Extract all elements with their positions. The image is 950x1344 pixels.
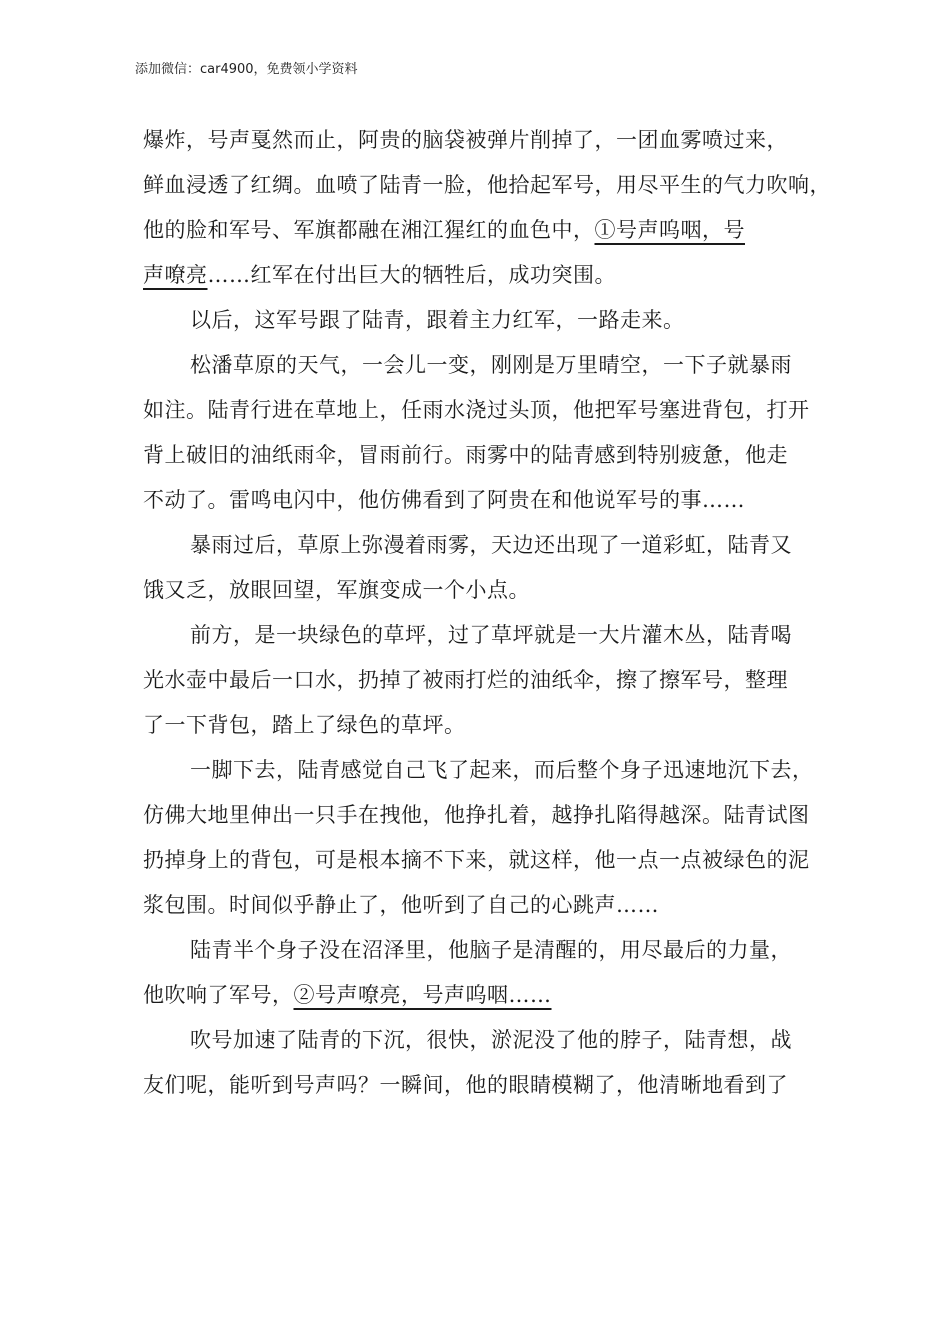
header-note: 添加微信：car4900，免费领小学资料: [135, 62, 358, 77]
text-line: 陆青半个身子没在沼泽里，他脑子是清醒的，用尽最后的力量，: [190, 938, 792, 962]
text-line: 不动了。雷鸣电闪中，他仿佛看到了阿贵在和他说军号的事……: [143, 488, 745, 512]
text-line: 爆炸，号声戛然而止，阿贵的脑袋被弹片削掉了，一团血雾喷过来，: [143, 128, 788, 152]
text-line: 扔掉身上的背包，可是根本摘不下来，就这样，他一点一点被绿色的泥: [143, 848, 810, 872]
text-segment: 他的脸和军号、军旗都融在湘江猩红的血色中，: [143, 218, 595, 242]
text-line: 光水壶中最后一口水，扔掉了被雨打烂的油纸伞，擦了擦军号，整理: [143, 668, 788, 692]
text-line: 浆包围。时间似乎静止了，他听到了自己的心跳声……: [143, 893, 659, 917]
text-line: 暴雨过后，草原上弥漫着雨雾，天边还出现了一道彩虹，陆青又: [190, 533, 792, 557]
underlined-sentence-1-cont: 声嘹亮: [143, 263, 208, 287]
text-line: 了一下背包，踏上了绿色的草坪。: [143, 713, 466, 737]
text-line: 如注。陆青行进在草地上，任雨水浇过头顶，他把军号塞进背包，打开: [143, 398, 810, 422]
document-body: [143, 118, 831, 1108]
text-line: 前方，是一块绿色的草坪，过了草坪就是一大片灌木丛，陆青喝: [190, 623, 792, 647]
text-line: 友们呢，能听到号声吗？一瞬间，他的眼睛模糊了，他清晰地看到了: [143, 1073, 788, 1097]
text-segment: ……红军在付出巨大的牺牲后，成功突围。: [207, 263, 616, 287]
text-line: 松潘草原的天气，一会儿一变，刚刚是万里晴空，一下子就暴雨: [190, 353, 792, 377]
text-segment: 他吹响了军号，: [143, 983, 294, 1007]
text-line: [143, 973, 815, 1018]
text-line: [143, 253, 815, 298]
text-line: [143, 208, 815, 253]
underlined-sentence-2: ②号声嘹亮，号声呜咽……: [293, 983, 552, 1007]
underlined-sentence-1: ①号声呜咽，号: [594, 218, 745, 242]
text-line: 鲜血浸透了红绸。血喷了陆青一脸，他拾起军号，用尽平生的气力吹响，: [143, 173, 831, 197]
text-line: 仿佛大地里伸出一只手在拽他，他挣扎着，越挣扎陷得越深。陆青试图: [143, 803, 810, 827]
text-line: 以后，这军号跟了陆青，跟着主力红军，一路走来。: [190, 308, 685, 332]
text-line: 背上破旧的油纸雨伞，冒雨前行。雨雾中的陆青感到特别疲惫，他走: [143, 443, 788, 467]
text-line: 饿又乏，放眼回望，军旗变成一个小点。: [143, 578, 530, 602]
text-line: 吹号加速了陆青的下沉，很快，淤泥没了他的脖子，陆青想，战: [190, 1028, 792, 1052]
text-line: 一脚下去，陆青感觉自己飞了起来，而后整个身子迅速地沉下去，: [190, 758, 814, 782]
